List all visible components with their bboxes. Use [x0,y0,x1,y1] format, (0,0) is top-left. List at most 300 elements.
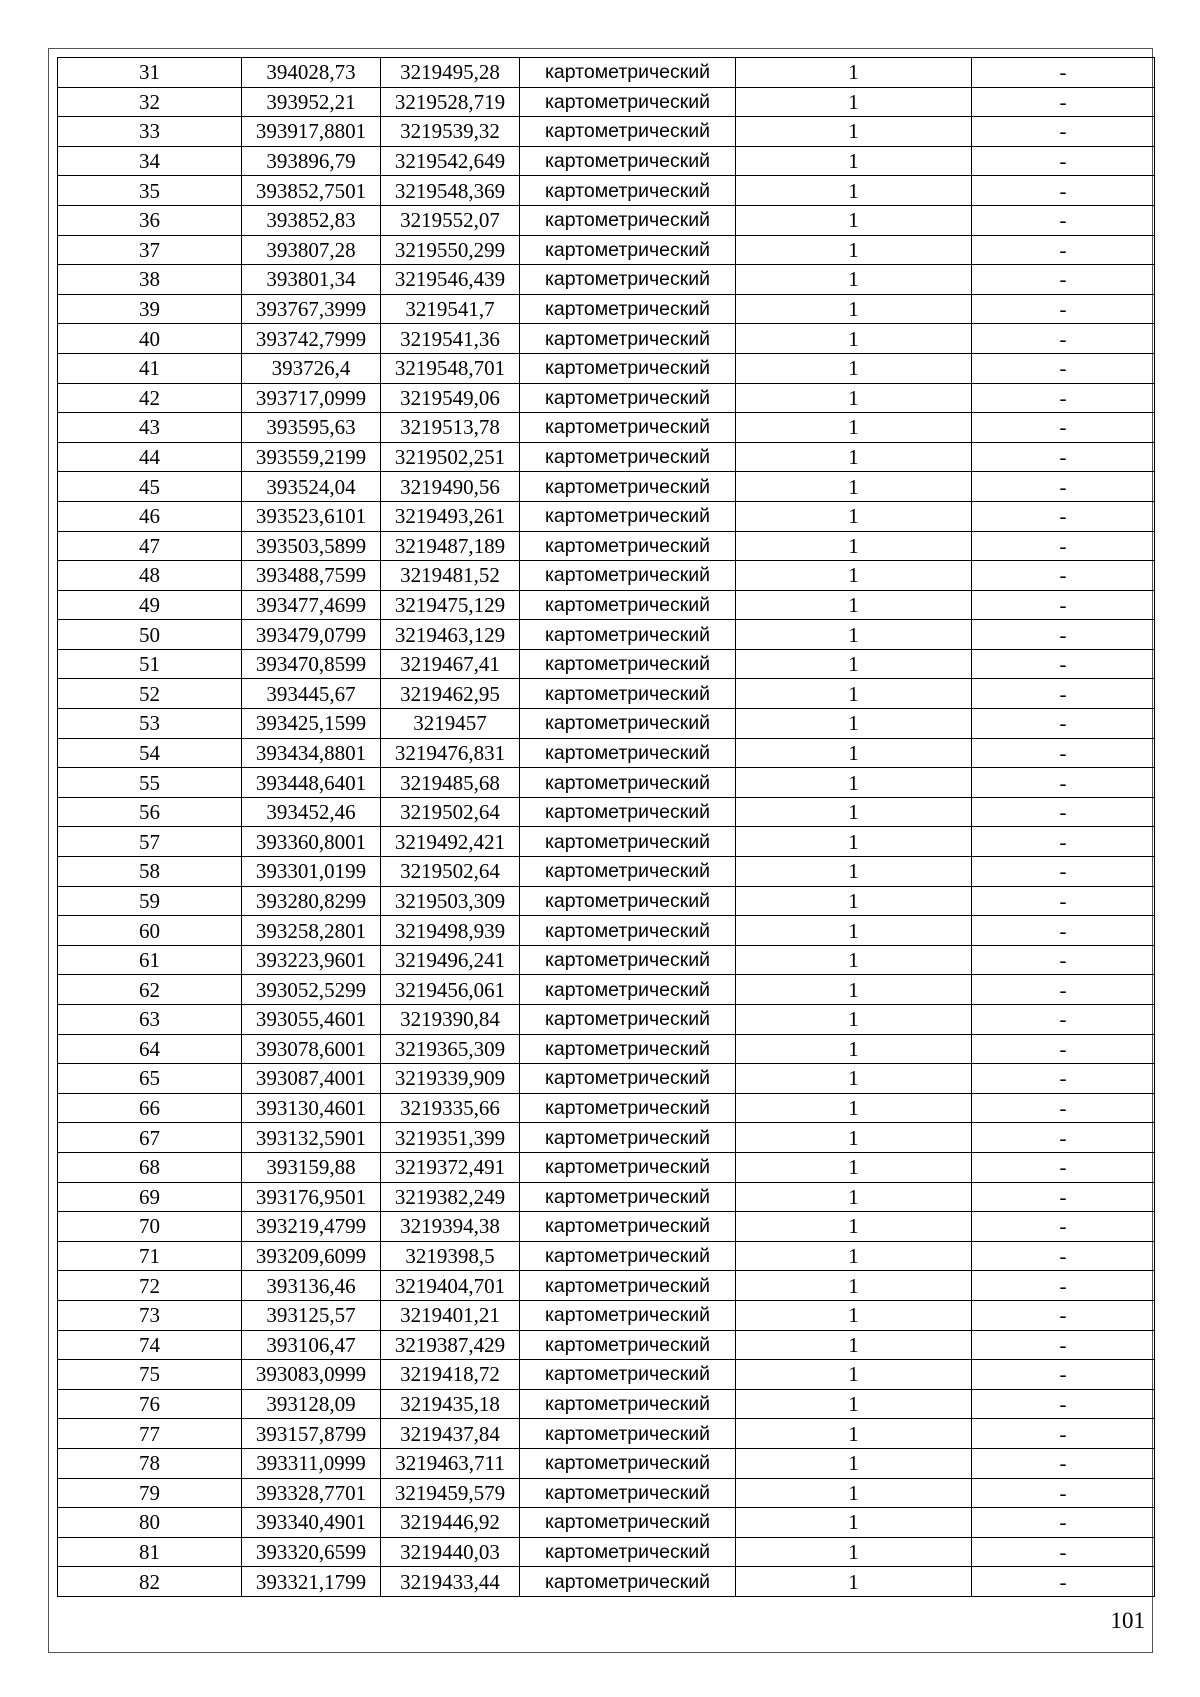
cell-coord-y: 3219541,7 [381,294,520,324]
cell-accuracy: 1 [736,975,972,1005]
cell-point-number: 57 [58,827,242,857]
table-body [58,58,1155,1597]
cell-method: картометрический [520,1419,736,1449]
cell-coord-x: 393726,4 [242,353,381,383]
cell-method: картометрический [520,294,736,324]
cell-note: - [972,1508,1155,1538]
cell-coord-x: 393742,7999 [242,324,381,354]
cell-accuracy: 1 [736,58,972,88]
cell-coord-x: 393132,5901 [242,1123,381,1153]
cell-accuracy: 1 [736,1093,972,1123]
cell-accuracy: 1 [736,501,972,531]
cell-coord-x: 393896,79 [242,146,381,176]
table-row [58,442,1155,472]
cell-note: - [972,1182,1155,1212]
cell-note: - [972,590,1155,620]
cell-point-number: 71 [58,1241,242,1271]
cell-coord-x: 393258,2801 [242,916,381,946]
cell-coord-y: 3219398,5 [381,1241,520,1271]
cell-coord-y: 3219335,66 [381,1093,520,1123]
table-row [58,1330,1155,1360]
cell-accuracy: 1 [736,857,972,887]
table-row [58,1093,1155,1123]
cell-coord-y: 3219481,52 [381,561,520,591]
cell-method: картометрический [520,235,736,265]
cell-accuracy: 1 [736,797,972,827]
cell-coord-y: 3219404,701 [381,1271,520,1301]
cell-coord-x: 393280,8299 [242,886,381,916]
cell-accuracy: 1 [736,413,972,443]
table-row [58,857,1155,887]
cell-coord-x: 393524,04 [242,472,381,502]
cell-point-number: 75 [58,1360,242,1390]
cell-accuracy: 1 [736,679,972,709]
table-row [58,265,1155,295]
cell-method: картометрический [520,1005,736,1035]
cell-note: - [972,1419,1155,1449]
cell-note: - [972,738,1155,768]
cell-method: картометрический [520,205,736,235]
cell-point-number: 39 [58,294,242,324]
cell-accuracy: 1 [736,1389,972,1419]
cell-point-number: 38 [58,265,242,295]
table-row [58,1182,1155,1212]
cell-method: картометрический [520,857,736,887]
cell-method: картометрический [520,265,736,295]
table-row [58,797,1155,827]
table-row [58,58,1155,88]
cell-coord-x: 393136,46 [242,1271,381,1301]
cell-coord-y: 3219552,07 [381,205,520,235]
table-row [58,1005,1155,1035]
cell-accuracy: 1 [736,620,972,650]
cell-accuracy: 1 [736,1537,972,1567]
cell-method: картометрический [520,620,736,650]
cell-point-number: 49 [58,590,242,620]
cell-method: картометрический [520,1212,736,1242]
cell-coord-y: 3219418,72 [381,1360,520,1390]
cell-note: - [972,886,1155,916]
table-row [58,1241,1155,1271]
cell-note: - [972,324,1155,354]
cell-point-number: 60 [58,916,242,946]
cell-note: - [972,146,1155,176]
cell-note: - [972,442,1155,472]
cell-coord-y: 3219513,78 [381,413,520,443]
cell-coord-y: 3219549,06 [381,383,520,413]
cell-method: картометрический [520,1389,736,1419]
cell-point-number: 33 [58,117,242,147]
cell-method: картометрический [520,324,736,354]
cell-accuracy: 1 [736,561,972,591]
cell-accuracy: 1 [736,176,972,206]
cell-method: картометрический [520,561,736,591]
cell-note: - [972,916,1155,946]
cell-point-number: 44 [58,442,242,472]
table-row [58,1537,1155,1567]
cell-method: картометрический [520,1034,736,1064]
table-row [58,827,1155,857]
cell-accuracy: 1 [736,1271,972,1301]
cell-method: картометрический [520,58,736,88]
cell-accuracy: 1 [736,1152,972,1182]
cell-method: картометрический [520,1508,736,1538]
cell-point-number: 34 [58,146,242,176]
cell-accuracy: 1 [736,1064,972,1094]
cell-coord-y: 3219503,309 [381,886,520,916]
cell-coord-y: 3219372,491 [381,1152,520,1182]
cell-point-number: 50 [58,620,242,650]
table-row [58,1508,1155,1538]
cell-note: - [972,709,1155,739]
cell-accuracy: 1 [736,1567,972,1597]
cell-point-number: 61 [58,945,242,975]
cell-coord-x: 393477,4699 [242,590,381,620]
cell-note: - [972,87,1155,117]
table-row [58,1478,1155,1508]
cell-method: картометрический [520,1271,736,1301]
table-row [58,768,1155,798]
cell-coord-x: 393052,5299 [242,975,381,1005]
cell-coord-x: 393767,3999 [242,294,381,324]
cell-accuracy: 1 [736,324,972,354]
cell-method: картометрический [520,383,736,413]
cell-point-number: 36 [58,205,242,235]
table-row [58,975,1155,1005]
cell-method: картометрический [520,1152,736,1182]
cell-coord-x: 393595,63 [242,413,381,443]
cell-coord-x: 393321,1799 [242,1567,381,1597]
table-row [58,176,1155,206]
cell-note: - [972,1478,1155,1508]
cell-accuracy: 1 [736,1212,972,1242]
cell-coord-y: 3219541,36 [381,324,520,354]
cell-coord-y: 3219487,189 [381,531,520,561]
table-row [58,679,1155,709]
cell-note: - [972,205,1155,235]
cell-point-number: 56 [58,797,242,827]
cell-accuracy: 1 [736,709,972,739]
cell-note: - [972,827,1155,857]
cell-coord-x: 393176,9501 [242,1182,381,1212]
cell-coord-y: 3219382,249 [381,1182,520,1212]
cell-coord-x: 393952,21 [242,87,381,117]
table-row [58,709,1155,739]
cell-coord-y: 3219476,831 [381,738,520,768]
cell-coord-y: 3219490,56 [381,472,520,502]
cell-accuracy: 1 [736,146,972,176]
cell-coord-x: 393340,4901 [242,1508,381,1538]
table-row [58,1212,1155,1242]
cell-coord-y: 3219496,241 [381,945,520,975]
cell-method: картометрический [520,1478,736,1508]
cell-coord-y: 3219502,251 [381,442,520,472]
table-row [58,1567,1155,1597]
cell-point-number: 63 [58,1005,242,1035]
cell-accuracy: 1 [736,1005,972,1035]
cell-method: картометрический [520,1093,736,1123]
cell-note: - [972,383,1155,413]
cell-accuracy: 1 [736,916,972,946]
cell-point-number: 48 [58,561,242,591]
cell-note: - [972,531,1155,561]
cell-coord-x: 393852,83 [242,205,381,235]
cell-note: - [972,58,1155,88]
cell-coord-y: 3219492,421 [381,827,520,857]
cell-coord-y: 3219459,579 [381,1478,520,1508]
cell-coord-y: 3219446,92 [381,1508,520,1538]
cell-note: - [972,1300,1155,1330]
cell-accuracy: 1 [736,265,972,295]
cell-note: - [972,1005,1155,1035]
cell-note: - [972,1212,1155,1242]
cell-point-number: 55 [58,768,242,798]
cell-note: - [972,1389,1155,1419]
table-row [58,1152,1155,1182]
cell-accuracy: 1 [736,117,972,147]
table-row [58,1123,1155,1153]
cell-coord-x: 393128,09 [242,1389,381,1419]
table-row [58,1448,1155,1478]
table-row [58,235,1155,265]
table-row [58,945,1155,975]
cell-coord-x: 393917,8801 [242,117,381,147]
cell-method: картометрический [520,649,736,679]
table-row [58,1389,1155,1419]
cell-point-number: 62 [58,975,242,1005]
cell-note: - [972,768,1155,798]
cell-point-number: 74 [58,1330,242,1360]
cell-coord-x: 393360,8001 [242,827,381,857]
cell-accuracy: 1 [736,1330,972,1360]
cell-accuracy: 1 [736,1419,972,1449]
cell-coord-y: 3219498,939 [381,916,520,946]
table-row [58,1360,1155,1390]
cell-method: картометрический [520,886,736,916]
table-row [58,1419,1155,1449]
cell-point-number: 37 [58,235,242,265]
cell-note: - [972,1123,1155,1153]
cell-note: - [972,265,1155,295]
cell-point-number: 42 [58,383,242,413]
table-row [58,413,1155,443]
cell-point-number: 35 [58,176,242,206]
table-row [58,649,1155,679]
table-row [58,117,1155,147]
table-row [58,383,1155,413]
cell-method: картометрический [520,1241,736,1271]
cell-point-number: 79 [58,1478,242,1508]
cell-note: - [972,561,1155,591]
cell-point-number: 81 [58,1537,242,1567]
table-row [58,1300,1155,1330]
cell-note: - [972,1360,1155,1390]
table-row [58,205,1155,235]
cell-note: - [972,294,1155,324]
cell-accuracy: 1 [736,1241,972,1271]
cell-method: картометрический [520,797,736,827]
cell-accuracy: 1 [736,294,972,324]
cell-accuracy: 1 [736,738,972,768]
cell-coord-x: 393470,8599 [242,649,381,679]
table-row [58,590,1155,620]
cell-point-number: 53 [58,709,242,739]
cell-method: картометрический [520,531,736,561]
cell-method: картометрический [520,1448,736,1478]
table-row [58,1064,1155,1094]
cell-point-number: 68 [58,1152,242,1182]
cell-accuracy: 1 [736,1508,972,1538]
cell-coord-x: 393328,7701 [242,1478,381,1508]
cell-coord-y: 3219467,41 [381,649,520,679]
cell-method: картометрический [520,709,736,739]
cell-note: - [972,353,1155,383]
cell-coord-x: 393130,4601 [242,1093,381,1123]
cell-note: - [972,235,1155,265]
cell-coord-y: 3219495,28 [381,58,520,88]
cell-coord-y: 3219463,711 [381,1448,520,1478]
cell-point-number: 73 [58,1300,242,1330]
cell-coord-x: 393452,46 [242,797,381,827]
cell-note: - [972,945,1155,975]
cell-note: - [972,1241,1155,1271]
cell-coord-x: 393078,6001 [242,1034,381,1064]
cell-note: - [972,797,1155,827]
cell-coord-x: 393301,0199 [242,857,381,887]
table-row [58,472,1155,502]
cell-point-number: 52 [58,679,242,709]
cell-coord-y: 3219539,32 [381,117,520,147]
table-row [58,501,1155,531]
cell-note: - [972,975,1155,1005]
cell-coord-y: 3219485,68 [381,768,520,798]
cell-accuracy: 1 [736,235,972,265]
cell-note: - [972,1064,1155,1094]
cell-note: - [972,1448,1155,1478]
cell-method: картометрический [520,1330,736,1360]
cell-coord-x: 393801,34 [242,265,381,295]
cell-note: - [972,1537,1155,1567]
cell-coord-y: 3219457 [381,709,520,739]
cell-point-number: 51 [58,649,242,679]
cell-coord-x: 393852,7501 [242,176,381,206]
cell-point-number: 66 [58,1093,242,1123]
cell-coord-y: 3219493,261 [381,501,520,531]
cell-coord-y: 3219502,64 [381,797,520,827]
cell-method: картометрический [520,87,736,117]
cell-note: - [972,620,1155,650]
cell-method: картометрический [520,146,736,176]
cell-point-number: 59 [58,886,242,916]
cell-coord-x: 393083,0999 [242,1360,381,1390]
cell-point-number: 54 [58,738,242,768]
cell-method: картометрический [520,1537,736,1567]
cell-coord-x: 393445,67 [242,679,381,709]
table-row [58,738,1155,768]
cell-coord-x: 393311,0999 [242,1448,381,1478]
cell-point-number: 41 [58,353,242,383]
table-row [58,886,1155,916]
cell-coord-x: 393209,6099 [242,1241,381,1271]
table-row [58,916,1155,946]
cell-coord-x: 393488,7599 [242,561,381,591]
cell-coord-x: 393157,8799 [242,1419,381,1449]
cell-point-number: 65 [58,1064,242,1094]
cell-note: - [972,1034,1155,1064]
cell-coord-y: 3219365,309 [381,1034,520,1064]
cell-note: - [972,649,1155,679]
cell-accuracy: 1 [736,1300,972,1330]
cell-coord-x: 393717,0999 [242,383,381,413]
cell-point-number: 45 [58,472,242,502]
cell-point-number: 82 [58,1567,242,1597]
coordinates-table [57,57,1155,1597]
cell-coord-y: 3219394,38 [381,1212,520,1242]
cell-coord-x: 393434,8801 [242,738,381,768]
page-number: 101 [1110,1608,1145,1633]
cell-point-number: 76 [58,1389,242,1419]
cell-method: картометрический [520,1300,736,1330]
cell-accuracy: 1 [736,383,972,413]
cell-method: картометрический [520,501,736,531]
cell-method: картометрический [520,1123,736,1153]
cell-point-number: 43 [58,413,242,443]
cell-coord-y: 3219548,701 [381,353,520,383]
cell-coord-x: 393223,9601 [242,945,381,975]
cell-method: картометрический [520,1064,736,1094]
cell-accuracy: 1 [736,531,972,561]
table-row [58,353,1155,383]
cell-coord-x: 393320,6599 [242,1537,381,1567]
cell-coord-y: 3219462,95 [381,679,520,709]
cell-point-number: 31 [58,58,242,88]
cell-coord-y: 3219387,429 [381,1330,520,1360]
cell-note: - [972,1152,1155,1182]
cell-coord-y: 3219440,03 [381,1537,520,1567]
cell-point-number: 32 [58,87,242,117]
cell-point-number: 40 [58,324,242,354]
cell-accuracy: 1 [736,1182,972,1212]
cell-point-number: 47 [58,531,242,561]
cell-accuracy: 1 [736,1123,972,1153]
cell-coord-x: 393125,57 [242,1300,381,1330]
cell-coord-x: 393106,47 [242,1330,381,1360]
cell-accuracy: 1 [736,205,972,235]
cell-coord-y: 3219550,299 [381,235,520,265]
cell-accuracy: 1 [736,945,972,975]
cell-accuracy: 1 [736,442,972,472]
cell-method: картометрический [520,472,736,502]
cell-point-number: 77 [58,1419,242,1449]
cell-point-number: 46 [58,501,242,531]
cell-method: картометрический [520,945,736,975]
cell-coord-x: 393559,2199 [242,442,381,472]
cell-coord-x: 393448,6401 [242,768,381,798]
cell-coord-y: 3219401,21 [381,1300,520,1330]
cell-accuracy: 1 [736,1448,972,1478]
cell-coord-x: 393425,1599 [242,709,381,739]
cell-note: - [972,1093,1155,1123]
cell-note: - [972,857,1155,887]
cell-accuracy: 1 [736,1360,972,1390]
cell-method: картометрический [520,827,736,857]
cell-method: картометрический [520,679,736,709]
cell-coord-y: 3219502,64 [381,857,520,887]
cell-note: - [972,117,1155,147]
cell-coord-y: 3219542,649 [381,146,520,176]
table-row [58,531,1155,561]
cell-method: картометрический [520,176,736,206]
